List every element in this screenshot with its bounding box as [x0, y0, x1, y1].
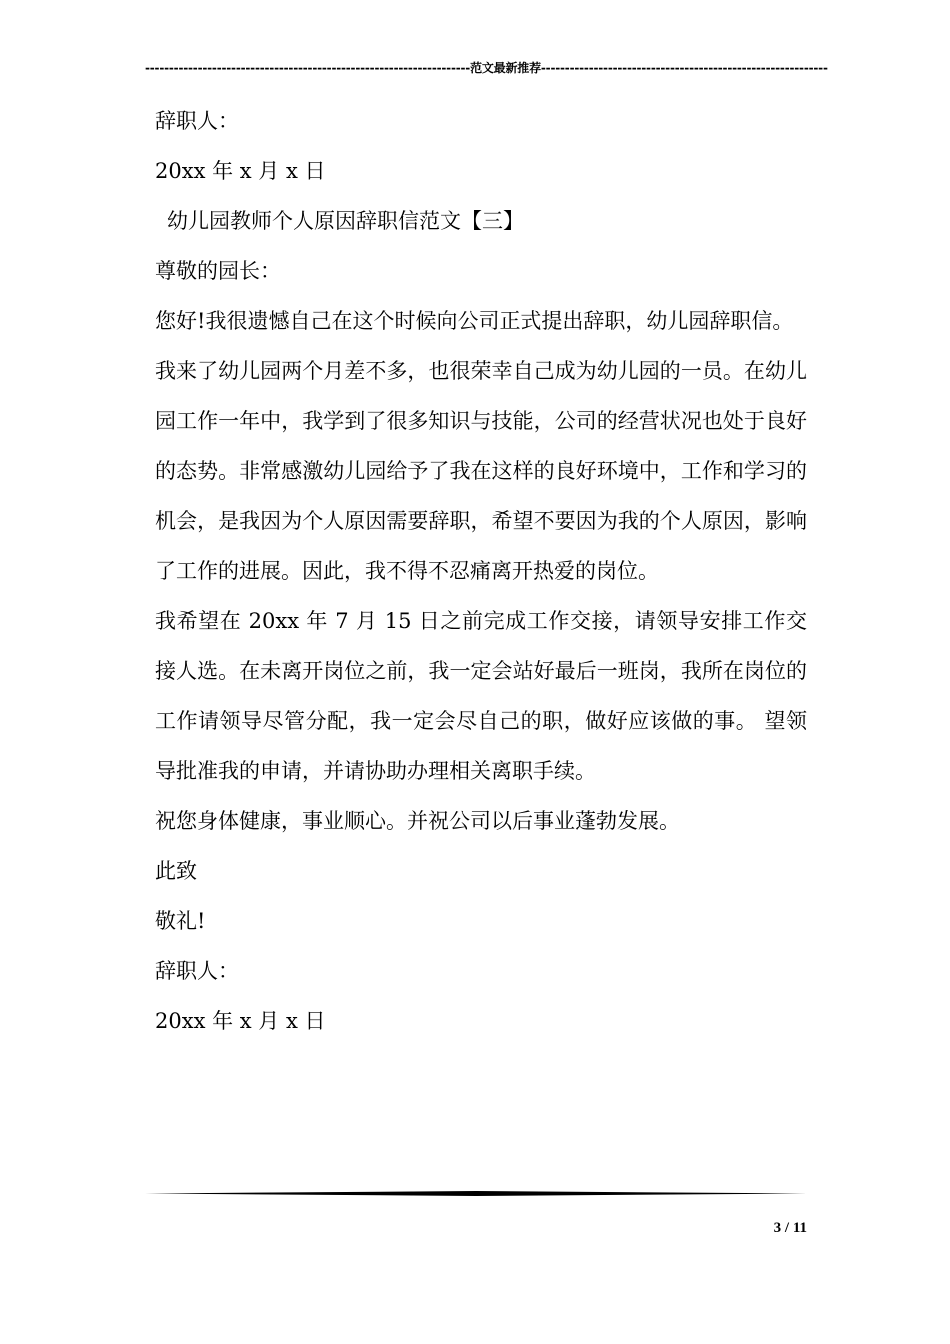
signer-label: 辞职人：: [155, 109, 239, 133]
footer-rule: [145, 1190, 807, 1198]
document-body: [145, 96, 807, 1046]
date-line-end: 20xx 年 x 月 x 日: [155, 1009, 326, 1033]
closing-line-1: 此致: [155, 859, 197, 883]
paragraph-reason: 我来了幼儿园两个月差不多，也很荣幸自己成为幼儿园的一员。在幼儿园工作一年中，我学到了很多知识与技能，公司的经营状况也处于良好的态势。非常感激幼儿园给予了我在这样的良好环境中，工作和学习的机会，是我因为个人原因需要辞职，希望不要因为我的个人原因，影响了工作的进展。因此，我不得不忍痛离开热爱的岗位。: [155, 359, 807, 583]
paragraph-handover: 我希望在 20xx 年 7 月 15 日之前完成工作交接，请领导安排工作交接人选。在未离开岗位之前，我一定会站好最后一班岗，我所在岗位的工作请领导尽管分配，我一定会尽自己的职，做好应该做的事。 望领导批准我的申请，并请协助办理相关离职手续。: [155, 609, 807, 783]
date-line: 20xx 年 x 月 x 日: [155, 159, 326, 183]
paragraph-wishes: 祝您身体健康，事业顺心。并祝公司以后事业蓬勃发展。: [155, 809, 680, 833]
page-header: [145, 58, 828, 78]
section-title: 幼儿园教师个人原因辞职信范文【三】: [167, 209, 524, 233]
signer-label-end: 辞职人：: [155, 959, 239, 983]
header-dashes-right: ------------------------------------------------------------: [540, 61, 828, 75]
closing-line-2: 敬礼!: [155, 909, 206, 933]
paragraph-opening: 您好!我很遗憾自己在这个时候向公司正式提出辞职，幼儿园辞职信。: [155, 309, 794, 333]
page-number: 3 / 11: [773, 1220, 807, 1236]
header-dashes-left: --------------------------------------------------------------------: [145, 61, 471, 75]
salutation: 尊敬的园长：: [155, 259, 281, 283]
header-title: 范文最新推荐: [470, 61, 541, 75]
